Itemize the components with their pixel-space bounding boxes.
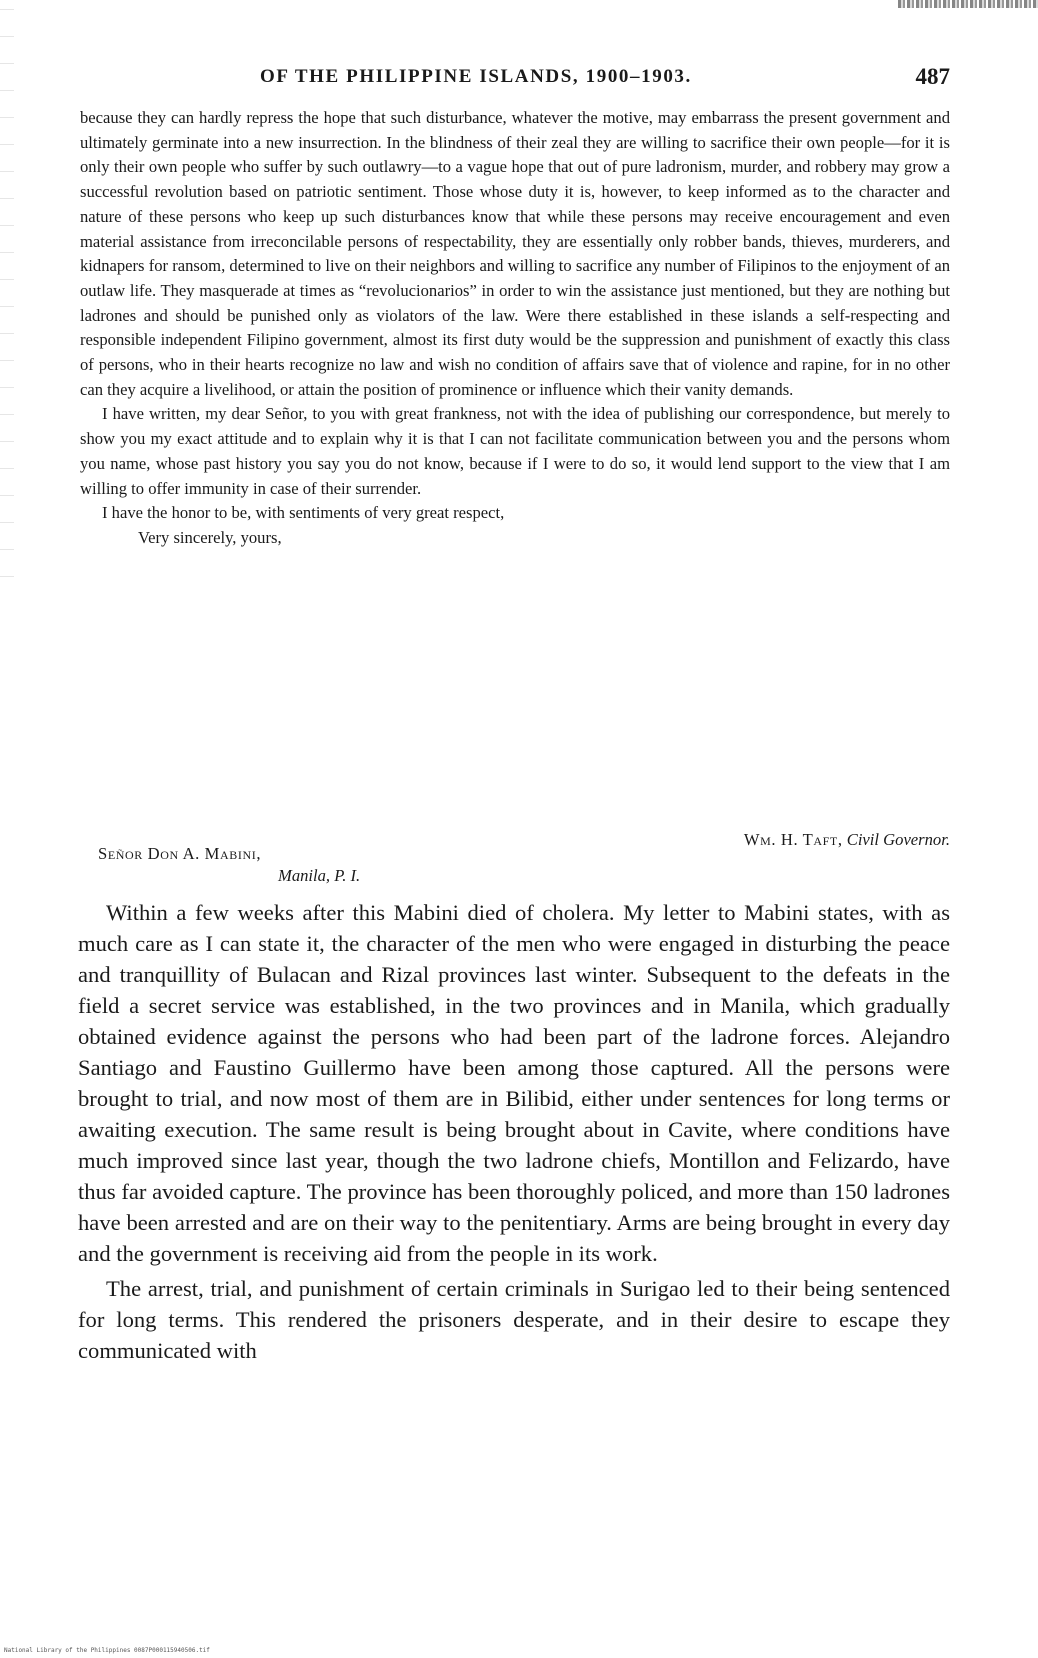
letter-closing: I have the honor to be, with sentiments of very great respect, — [102, 503, 505, 523]
scan-footer-note: National Library of the Philippines 0087P000115940506.tif — [4, 1647, 210, 1654]
letter-paragraph: I have written, my dear Señor, to you with great frankness, not with the idea of publishing our correspondence, but merely to show you my exact attitude and to explain why it is that I can not facilitate communication between you and the persons whom you name, whose past history you say you do not know, because if I were to do so, it would lend support to the view that I am willing to offer immunity in case of their surrender. — [80, 404, 950, 498]
addressee-name: Señor Don A. Mabini, — [98, 844, 262, 863]
body-paragraph: Within a few weeks after this Mabini died of cholera. My letter to Mabini states, with as much care as I can state it, the character of the men who were engaged in disturbing the peace and tranquillity of Bulacan and Rizal provinces last winter. Subsequent to the defeats in the field a secret service was established, in the two provinces and in Manila, which gradually obtained evidence against the persons who had been part of the ladrone forces. Alejandro Santiago and Faustino Guillermo have been among those captured. All the persons were brought to trial, and now most of them are in Bilibid, either under sentences for long terms or awaiting execution. The same result is being brought about in Cavite, where conditions have much improved since last year, though the two ladrone chiefs, Montillon and Felizardo, have thus far avoided capture. The province has been thoroughly policed, and more than 150 ladrones have been arrested and are on their way to the penitentiary. Arms are being brought in every day and the government is receiving aid from the people in its work. — [78, 900, 950, 1266]
running-header — [80, 66, 950, 100]
scan-edge-artifact — [898, 0, 1038, 8]
signature-block — [80, 830, 950, 890]
addressee-place: Manila, P. I. — [278, 866, 361, 885]
page-number: 487 — [915, 64, 950, 89]
letter-valediction: Very sincerely, yours, — [138, 527, 282, 547]
signer-title: Civil Governor. — [846, 830, 950, 849]
main-text — [78, 897, 950, 1366]
letter-excerpt — [80, 106, 950, 551]
signer — [744, 830, 950, 850]
letter-paragraph: because they can hardly repress the hope that such disturbance, whatever the motive, may embarrass the present government and ultimately germinate into a new insurrection. In the blindness of their zeal they are willing to sacrifice their own people—for it is only their own people who suffer by such outlawry—to a vague hope that out of pure ladronism, murder, and robbery may grow a successful revolution based on patriotic sentiment. Those whose duty it is, however, to keep informed as to the character and nature of these persons who keep up such disturbances know that while these persons may receive encouragement and even material assistance from irreconcilable persons of respectability, they are essentially only robber bands, thieves, murderers, and kidnapers for ransom, determined to live on their neighbors and willing to sacrifice any number of Filipinos to the enjoyment of an outlaw life. They masquerade at times as “revolucionarios” in order to win the assistance just mentioned, but they are nothing but ladrones and should be punished only as violators of the law. Were there established in these islands a self-respecting and responsible independent Filipino government, almost its first duty would be the suppression and punishment of exactly this class of persons, who in their hearts recognize no law and wish no condition of affairs save that of violence and rapine, for in no other can they acquire a livelihood, or attain the position of prominence or influence which their vanity demands. — [80, 108, 950, 399]
signer-name: Wm. H. Taft, — [743, 830, 843, 849]
body-paragraph: The arrest, trial, and punishment of certain criminals in Surigao led to their being sentenced for long terms. This rendered the prisoners desperate, and in their desire to escape they communicated with — [78, 1276, 950, 1363]
scan-margin-specks — [0, 0, 14, 600]
running-title: OF THE PHILIPPINE ISLANDS, 1900–1903. — [260, 66, 692, 87]
